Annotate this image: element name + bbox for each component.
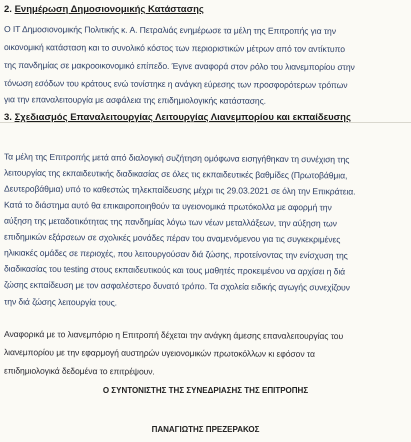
section-3-line: λειτουργίας της εκπαιδευτικής διαδικασίας σε όλες τις εκπαιδευτικές βαθμίδες (Πρωτοβάθμια, [3,167,348,181]
section-3-line: την διά ζώσης λειτουργία τους. [3,296,118,308]
section-3-line: Δευτεροβάθμια) υπό το καθεστώς τηλεκπαίδευσης μέχρι τις 29.03.2021 σε όλη την Επικράτεια. [3,183,356,197]
section-3-line: ηλικιακές ομάδες σε περιοχές, που λειτουργούσαν διά ζώσης, προτείνοντας την ενίσχυση της [3,247,348,261]
section-2-heading [4,4,204,15]
closing-line: λιανεμπορίου με την εφαρμογή αυστηρών υγειονομικών πρωτοκόλλων κι εφόσον τα [3,347,315,359]
section-2-line: οικονομική κατάσταση και το συνολικό κόστος των περιοριστικών μέτρων από τον αντίκτυπο [3,41,345,55]
signature-role: Ο ΣΥΝΤΟΝΙΣΤΗΣ ΤΗΣ ΣΥΝΕΔΡΙΑΣΗΣ ΤΗΣ ΕΠΙΤΡΟΠΗΣ [102,386,309,395]
section-3-line: διαδικασίας του testing στους εκπαιδευτικούς και τους μαθητές προκειμένου να αρχίσει η διά [3,263,346,277]
signature-name: ΠΑΝΑΓΙΩΤΗΣ ΠΡΕΖΕΡΑΚΟΣ [151,425,260,434]
closing-line: Αναφορικά με το λιανεμπόριο η Επιτροπή δέχεται την ανάγκη άμεσης επαναλειτουργίας του [3,328,344,342]
section-2-number: 2. [4,4,12,15]
section-2-line: της πανδημίας σε μακροοικονομικό επίπεδο. Έγινε αναφορά στον ρόλο του λιανεμπορίου στην [3,59,355,73]
section-2-line: τόνωση εσόδων του κράτους ενώ τονίστηκε η ανάγκη εύρεσης των προσφορότερων τρόπων [3,77,348,91]
section-3-number: 3. [4,112,12,123]
section-3-line: Κατά το διάστημα αυτό θα επικαιροποιηθούν τα υγειονομικά πρωτόκολλα με αφορμή την [3,199,332,213]
section-2-line: για την επαναλειτουργία με ασφάλεια της επιδημιολογικής κατάστασης. [3,94,266,106]
section-3-heading [4,112,351,123]
section-3-line: επιδημικών εξάρσεων σε σχολικές μονάδες πέραν του αναμενόμενου για τις συγκεκριμένες [3,231,341,245]
section-3-line: ζώσης εκπαίδευση με τον ασφαλέστερο δυνατό τρόπο. Τα σχολεία ειδικής αγωγής συνεχίζουν [3,279,350,293]
section-3-line: αύξηση της μεταδοτικότητας της πανδημίας λόγω των νέων μεταλλάξεων, την αύξηση των [3,215,337,229]
section-3-title: Σχεδιασμός Επαναλειτουργίας Λειτουργίας Λιανεμπορίου και εκπαίδευσης [14,112,351,123]
section-2-title: Ενημέρωση Δημοσιονομικής Κατάστασης [14,4,204,15]
closing-line: επιδημιολογικά δεδομένα το επιτρέψουν. [3,365,155,377]
section-2-line: Ο ΙΤ Δημοσιονομικής Πολιτικής κ. Α. Πετραλιάς ενημέρωσε τα μέλη της Επιτροπής για την [3,23,336,37]
section-3-line: Τα μέλη της Επιτροπής μετά από διαλογική συζήτηση ομόφωνα εισηγήθηκαν τη συνέχιση της [3,151,350,165]
